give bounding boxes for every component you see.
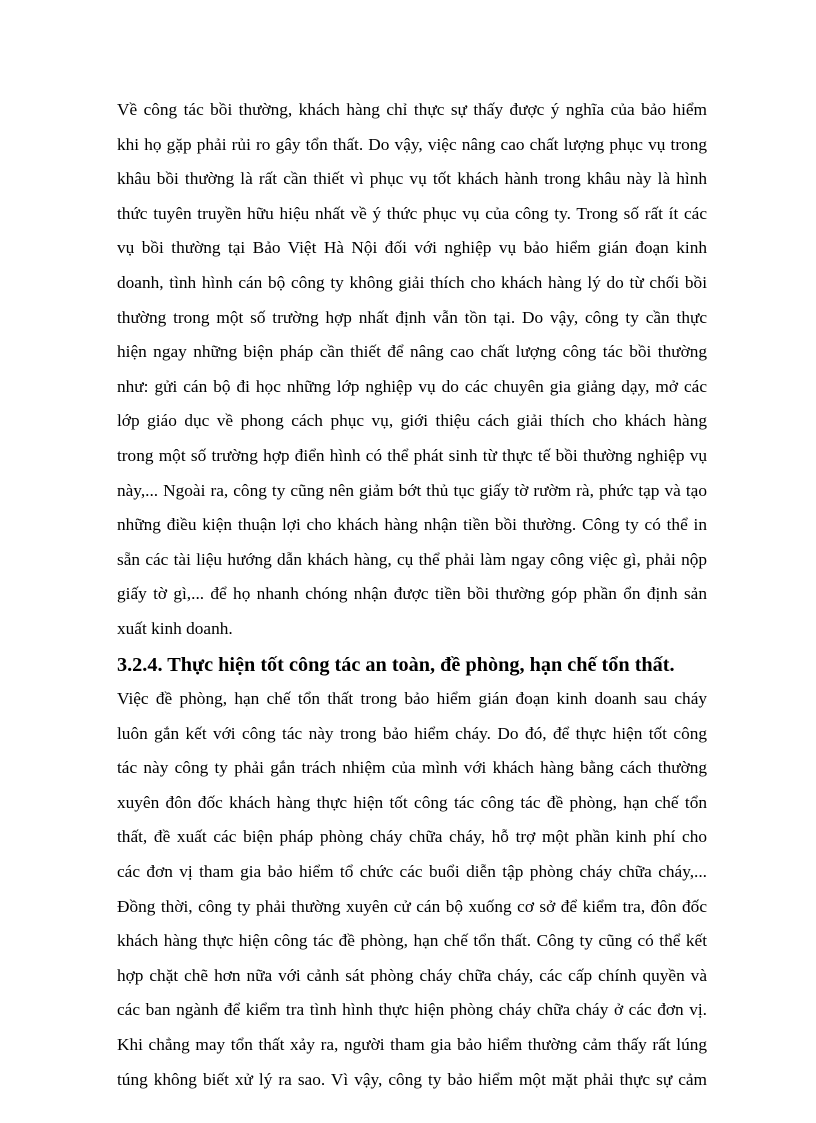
text-line: Việc đề phòng, hạn chế tổn thất trong bảo hiểm gián đoạn kinh doanh sau cháy <box>117 689 707 709</box>
section-heading: 3.2.4. Thực hiện tốt công tác an toàn, đề phòng, hạn chế tổn thất. <box>117 653 675 676</box>
text-line: những điều kiện thuận lợi cho khách hàng nhận tiền bồi thường. Công ty có thể in <box>117 515 707 535</box>
page-content <box>117 93 707 1097</box>
text-line: các đơn vị tham gia bảo hiểm tổ chức các buổi diễn tập phòng cháy chữa cháy,... <box>117 862 707 882</box>
text-line: thường trong một số trường hợp nhất định vẫn tồn tại. Do vậy, công ty cần thực <box>117 307 707 327</box>
text-line: hợp chặt chẽ hơn nữa với cảnh sát phòng cháy chữa cháy, các cấp chính quyền và <box>117 965 707 985</box>
text-line: khi họ gặp phải rủi ro gây tổn thất. Do vậy, việc nâng cao chất lượng phục vụ trong <box>117 134 707 154</box>
text-line: túng không biết xử lý ra sao. Vì vậy, công ty bảo hiểm một mặt phải thực sự cảm <box>117 1069 707 1089</box>
text-line: doanh, tình hình cán bộ công ty không giải thích cho khách hàng lý do từ chối bồi <box>117 272 707 292</box>
text-line: sẵn các tài liệu hướng dẫn khách hàng, cụ thể phải làm ngay công việc gì, phải nộp <box>117 549 707 569</box>
text-line: trong một số trường hợp điển hình có thể phát sinh từ thực tế bồi thường nghiệp vụ <box>117 445 707 465</box>
paragraph-bồi-thường <box>117 93 707 647</box>
text-line: thất, đề xuất các biện pháp phòng cháy chữa cháy, hỗ trợ một phần kinh phí cho <box>117 827 707 847</box>
text-line: Về công tác bồi thường, khách hàng chỉ thực sự thấy được ý nghĩa của bảo hiểm <box>117 100 707 119</box>
text-line: như: gửi cán bộ đi học những lớp nghiệp vụ do các chuyên gia giảng dạy, mở các <box>117 376 707 396</box>
text-line: xuyên đôn đốc khách hàng thực hiện tốt công tác công tác đề phòng, hạn chế tổn <box>117 792 707 812</box>
text-line: Đồng thời, công ty phải thường xuyên cử cán bộ xuống cơ sở để kiểm tra, đôn đốc <box>117 896 707 916</box>
text-line: Khi chẳng may tổn thất xảy ra, người tham gia bảo hiểm thường cảm thấy rất lúng <box>117 1035 707 1055</box>
text-line: khâu bồi thường là rất cần thiết vì phục vụ tốt khách hành trong khâu này là hình <box>117 169 707 189</box>
text-line: tác này công ty phải gắn trách nhiệm của mình với khách hàng bằng cách thường <box>117 758 707 778</box>
text-line: các ban ngành để kiểm tra tình hình thực hiện phòng cháy chữa cháy ở các đơn vị. <box>117 1000 707 1020</box>
text-line: xuất kinh doanh. <box>117 618 233 638</box>
text-line: lớp giáo dục về phong cách phục vụ, giới thiệu cách giải thích cho khách hàng <box>117 411 707 431</box>
paragraph-đề-phòng <box>117 682 707 1097</box>
text-line: luôn gắn kết với công tác này trong bảo hiểm cháy. Do đó, để thực hiện tốt công <box>117 723 707 743</box>
text-line: thức tuyên truyền hữu hiệu nhất về ý thức phục vụ của công ty. Trong số rất ít các <box>117 203 707 223</box>
text-line: hiện ngay những biện pháp cần thiết để nâng cao chất lượng công tác bồi thường <box>117 342 707 362</box>
text-line: giấy tờ gì,... để họ nhanh chóng nhận được tiền bồi thường góp phần ổn định sản <box>117 584 707 604</box>
text-line: khách hàng thực hiện công tác đề phòng, hạn chế tổn thất. Công ty cũng có thể kết <box>117 931 707 951</box>
text-line: này,... Ngoài ra, công ty cũng nên giảm bớt thủ tục giấy tờ rườm rà, phức tạp và tạo <box>117 480 707 500</box>
text-line: vụ bồi thường tại Bảo Việt Hà Nội đối với nghiệp vụ bảo hiểm gián đoạn kinh <box>117 238 707 258</box>
